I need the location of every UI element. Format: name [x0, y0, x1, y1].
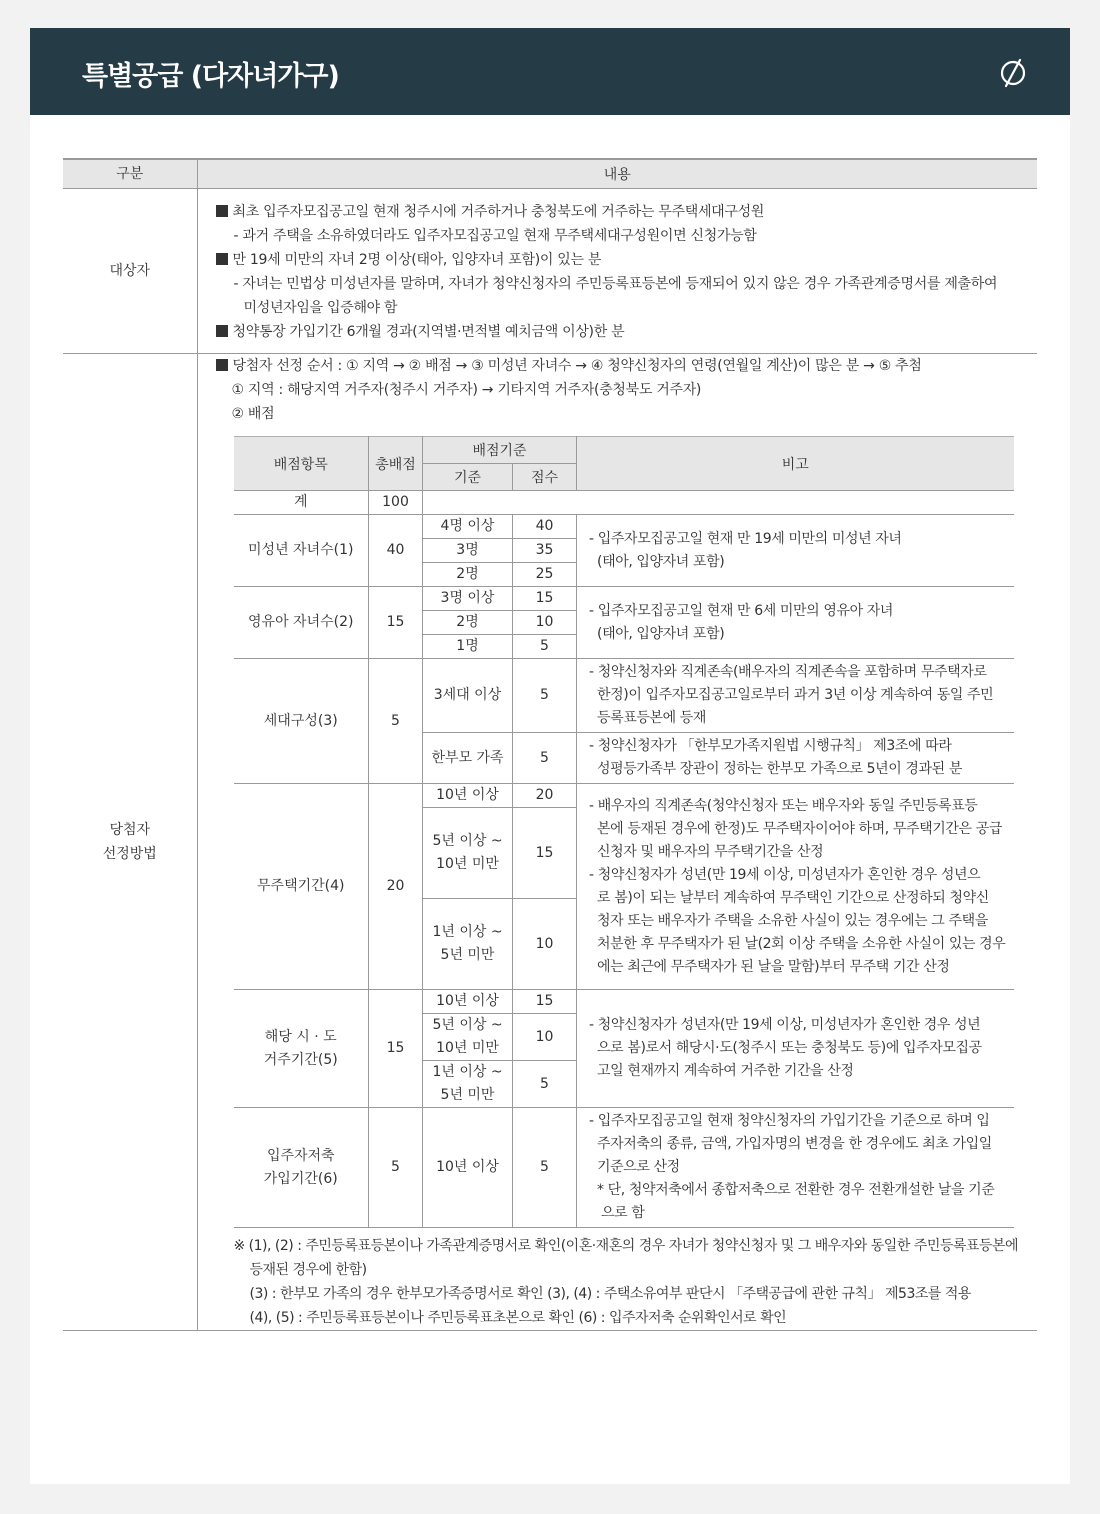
section-header [30, 28, 1070, 115]
minor-note: - 입주자모집공고일 현재 만 19세 미만의 미성년 자녀 (태아, 입양자녀 포함) [577, 515, 1014, 587]
eligibility-line: 청약통장 가입기간 6개월 경과(지역별·면적별 예치금액 이상)한 분 [216, 320, 1038, 344]
col-content-header: 내용 [197, 159, 1037, 189]
score-header-total: 총배점 [369, 437, 423, 491]
table-row: 무주택기간(4) 20 10년 이상 20 - 배우자의 직계존속(청약신청자 또는 배우자와 동일 주민등록표등 본에 등재된 경우에 한정)도 무주택자이어야 하며, 무주택기간은 공급 신청자 및 배우자의 무주택기간을 산정 - 청약신청자가 성년(만 19세 이상, 미성년자가 혼인한 경우 성년으 로 봄)이 되는 날부터 계속하여 무주택인 기간으로 산정하되 청약신 청자 또는 배우자가 주택을 소유한 사실이 있는 경우에는 그 주택을 처분한 후 무주택자가 된 날(2회 이상 주택을 소유한 사실이 있는 경우 에는 최근에 무주택자가 된 날을 말함)부터 무주택 기간 산정 [234, 784, 1014, 808]
square-bullet-icon [216, 325, 228, 337]
footnote-line: (3) : 한부모 가족의 경우 한부모가족증명서로 확인 (3), (4) : 주택소유여부 판단시 「주택공급에 관한 규칙」 제53조를 적용 [249, 1286, 971, 1302]
residence-note: - 청약신청자가 성년자(만 19세 이상, 미성년자가 혼인한 경우 성년 으로 봄)로서 해당시·도(청주시 또는 충청북도 등)에 입주자모집공 고일 현재까지 계속하여 거주한 기간을 산정 [577, 990, 1014, 1108]
slashed-circle-icon [996, 55, 1030, 89]
page-title: 특별공급 (다자녀가구) [82, 61, 339, 92]
document-page [30, 28, 1070, 1484]
infant-note: - 입주자모집공고일 현재 만 6세 미만의 영유아 자녀 (태아, 입양자녀 포함) [577, 587, 1014, 659]
selection-order: 당첨자 선정 순서 : ① 지역 → ② 배점 → ③ 미성년 자녀수 → ④ 청약신청자의 연령(연월일 계산)이 많은 분 → ⑤ 추첨 [216, 354, 1038, 378]
eligibility-line: 만 19세 미만의 자녀 2명 이상(태아, 입양자녀 포함)이 있는 분 [216, 248, 1038, 272]
score-table [234, 436, 1014, 1228]
savings-note: - 입주자모집공고일 현재 청약신청자의 가입기간을 기준으로 하며 입 주자저축의 종류, 금액, 가입자명의 변경을 한 경우에도 최초 가입일 기준으로 산정 * 단, 청약저축에서 종합저축으로 전환한 경우 전환개설한 날을 기준 으로 함 [577, 1108, 1014, 1228]
square-bullet-icon [216, 359, 228, 371]
table-row: 해당 시 · 도 거주기간(5) 15 10년 이상 15 - 청약신청자가 성년자(만 19세 이상, 미성년자가 혼인한 경우 성년 으로 봄)로서 해당시·도(청주시 또는 충청북도 등)에 입주자모집공 고일 현재까지 계속하여 거주한 기간을 산정 [234, 990, 1014, 1014]
table-row: 세대구성(3) 5 3세대 이상 5 - 청약신청자와 직계존속(배우자의 직계존속을 포함하며 무주택자로 한정)이 입주자모집공고일로부터 과거 3년 이상 계속하여 동일 주민 등록표등본에 등재 [234, 659, 1014, 733]
score-header-criteria: 배점기준 [423, 437, 577, 464]
table-row: 2명 10 [234, 611, 1014, 635]
eligibility-row [63, 189, 1037, 354]
score-header-item: 배점항목 [234, 437, 369, 491]
table-header-row [63, 159, 1037, 189]
eligibility-line: 미성년자임을 입증해야 함 [243, 300, 398, 316]
square-bullet-icon [216, 205, 228, 217]
table-row: 미성년 자녀수(1) 40 4명 이상 40 - 입주자모집공고일 현재 만 19세 미만의 미성년 자녀 (태아, 입양자녀 포함) [234, 515, 1014, 539]
footnote-line: ※ (1), (2) : 주민등록표등본이나 가족관계증명서로 확인(이혼·재혼의 경우 자녀가 청약신청자 및 그 배우자와 동일한 주민등록표등본에 [233, 1238, 1018, 1254]
square-bullet-icon [216, 253, 228, 265]
table-row: 5년 이상 ~ 10년 미만 10 [234, 1014, 1014, 1061]
table-row: 한부모 가족 5 - 청약신청자가 「한부모가족지원법 시행규칙」 제3조에 따라 성평등가족부 장관이 정하는 한부모 가족으로 5년이 경과된 분 [234, 733, 1014, 784]
homeless-note: - 배우자의 직계존속(청약신청자 또는 배우자와 동일 주민등록표등 본에 등재된 경우에 한정)도 무주택자이어야 하며, 무주택기간은 공급 신청자 및 배우자의 무주택기간을 산정 - 청약신청자가 성년(만 19세 이상, 미성년자가 혼인한 경우 성년으 로 봄)이 되는 날부터 계속하여 무주택인 기간으로 산정하되 청약신 청자 또는 배우자가 주택을 소유한 사실이 있는 경우에는 그 주택을 처분한 후 무주택자가 된 날(2회 이상 주택을 소유한 사실이 있는 경우 에는 최근에 무주택자가 된 날을 말함)부터 무주택 기간 산정 [577, 784, 1014, 990]
table-row: 5년 이상 ~ 10년 미만 15 [234, 808, 1014, 899]
table-row: 1년 이상 ~ 5년 미만 5 [234, 1061, 1014, 1108]
table-row: 영유아 자녀수(2) 15 3명 이상 15 - 입주자모집공고일 현재 만 6세 미만의 영유아 자녀 (태아, 입양자녀 포함) [234, 587, 1014, 611]
household-note: - 청약신청자와 직계존속(배우자의 직계존속을 포함하며 무주택자로 한정)이 입주자모집공고일로부터 과거 3년 이상 계속하여 동일 주민 등록표등본에 등재 [577, 659, 1014, 733]
table-row: 2명 25 [234, 563, 1014, 587]
footnote-line: (4), (5) : 주민등록표등본이나 주민등록표초본으로 확인 (6) : 입주자저축 순위확인서로 확인 [249, 1310, 787, 1326]
table-row: 입주자저축 가입기간(6) 5 10년 이상 5 - 입주자모집공고일 현재 청약신청자의 가입기간을 기준으로 하며 입 주자저축의 종류, 금액, 가입자명의 변경을 한 경우에도 최초 가입일 기준으로 산정 * 단, 청약저축에서 종합저축으로 전환한 경우 전환개설한 날을 기준 으로 함 [234, 1108, 1014, 1228]
footnotes [234, 1234, 1038, 1330]
selection-label: 당첨자 선정방법 [63, 354, 197, 1331]
eligibility-label: 대상자 [63, 189, 197, 354]
eligibility-content [197, 189, 1037, 354]
single-parent-note: - 청약신청자가 「한부모가족지원법 시행규칙」 제3조에 따라 성평등가족부 장관이 정하는 한부모 가족으로 5년이 경과된 분 [577, 733, 1014, 784]
selection-region: ① 지역 : 해당지역 거주자(청주시 거주자) → 기타지역 거주자(충청북도 거주자) [231, 382, 702, 398]
eligibility-line: - 자녀는 민법상 미성년자를 말하며, 자녀가 청약신청자의 주민등록표등본에 등재되어 있지 않은 경우 가족관계증명서를 제출하여 [233, 276, 998, 292]
score-sum-row: 계 100 [234, 491, 1014, 515]
table-row: 1명 5 [234, 635, 1014, 659]
selection-row [63, 354, 1037, 1331]
table-row: 3명 35 [234, 539, 1014, 563]
table-row: 1년 이상 ~ 5년 미만 10 [234, 899, 1014, 990]
eligibility-line: 최초 입주자모집공고일 현재 청주시에 거주하거나 충청북도에 거주하는 무주택세대구성원 [216, 200, 1038, 224]
special-supply-table [63, 158, 1037, 1331]
selection-content [197, 354, 1037, 1331]
score-header-points: 점수 [513, 464, 577, 491]
score-header-remarks: 비고 [577, 437, 1014, 491]
col-category-header: 구분 [63, 159, 197, 189]
selection-score-label: ② 배점 [231, 406, 275, 422]
score-header-basis: 기준 [423, 464, 513, 491]
footnote-line: 등재된 경우에 한함) [249, 1262, 367, 1278]
eligibility-line: - 과거 주택을 소유하였더라도 입주자모집공고일 현재 무주택세대구성원이면 신청가능함 [233, 228, 757, 244]
